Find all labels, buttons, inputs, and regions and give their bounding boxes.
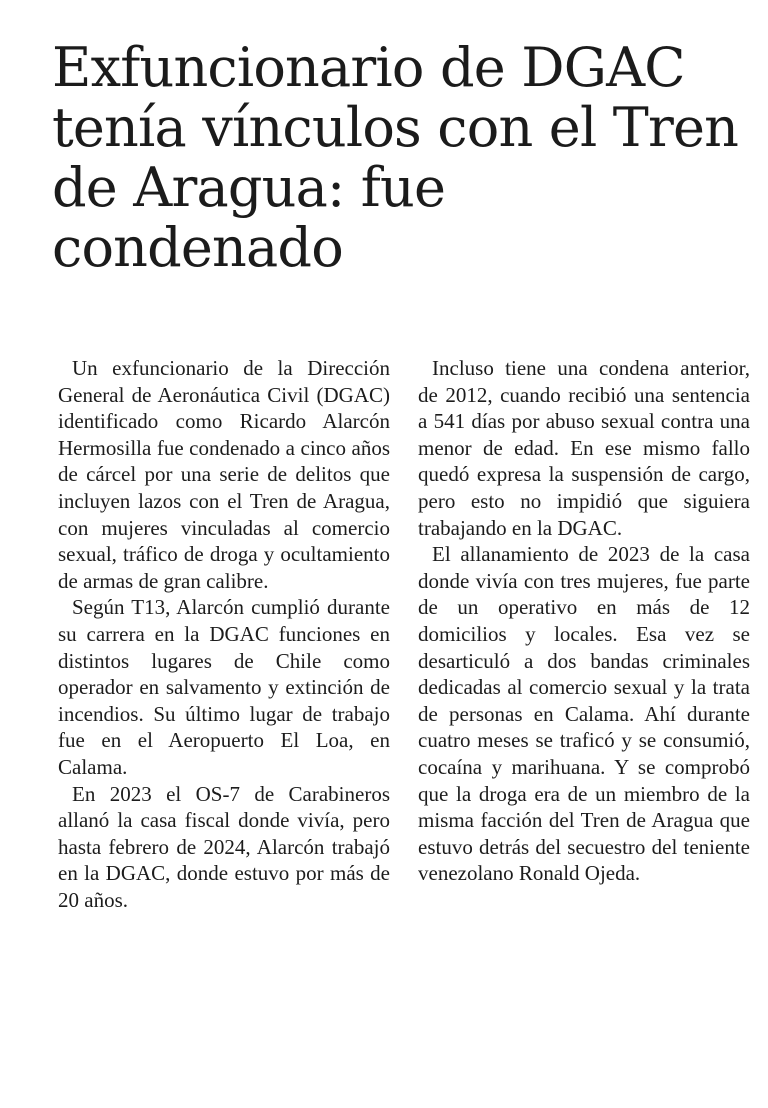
headline: Exfuncionario de DGAC tenía vínculos con el Tren de Aragua: fue condenado (52, 36, 739, 279)
paragraph: Un exfuncionario de la Dirección General de Aeronáutica Civil (DGAC) identificado como Ricardo Alarcón Hermosilla fue condenado a cinco años de cárcel por una serie de delitos que incluyen lazos con el Tren de Aragua, con mujeres vinculadas al comercio sexual, tráfico de droga y ocultamiento de armas de gran calibre. (58, 356, 390, 593)
paragraph: El allanamiento de 2023 de la casa donde vivía con tres mujeres, fue parte de un operativo en más de 12 domicilios y locales. Esa vez se desarticuló a dos bandas criminales dedicadas al comercio sexual y la trata de personas en Calama. Ahí durante cuatro meses se traficó y se consumió, cocaína y marihuana. Y se comprobó que la droga era de un miembro de la misma facción del Tren de Aragua que estuvo detrás del secuestro del teniente venezolano Ronald Ojeda. (418, 542, 750, 886)
paragraph: Incluso tiene una condena anterior, de 2012, cuando recibió una sentencia a 541 días por abuso sexual contra una menor de edad. En ese mismo fallo quedó expresa la suspensión de cargo, pero esto no impidió que siguiera trabajando en la DGAC. (418, 356, 750, 540)
left-column (58, 355, 390, 1105)
article-body (58, 355, 750, 1105)
right-column (418, 355, 750, 1105)
paragraph: En 2023 el OS-7 de Carabineros allanó la casa fiscal donde vivía, pero hasta febrero de 2024, Alarcón trabajó en la DGAC, donde estuvo por más de 20 años. (58, 781, 390, 912)
paragraph: Según T13, Alarcón cumplió durante su carrera en la DGAC funciones en distintos lugares de Chile como operador en salvamento y extinción de incendios. Su último lugar de trabajo fue en el Aeropuerto El Loa, en Calama. (58, 595, 390, 779)
